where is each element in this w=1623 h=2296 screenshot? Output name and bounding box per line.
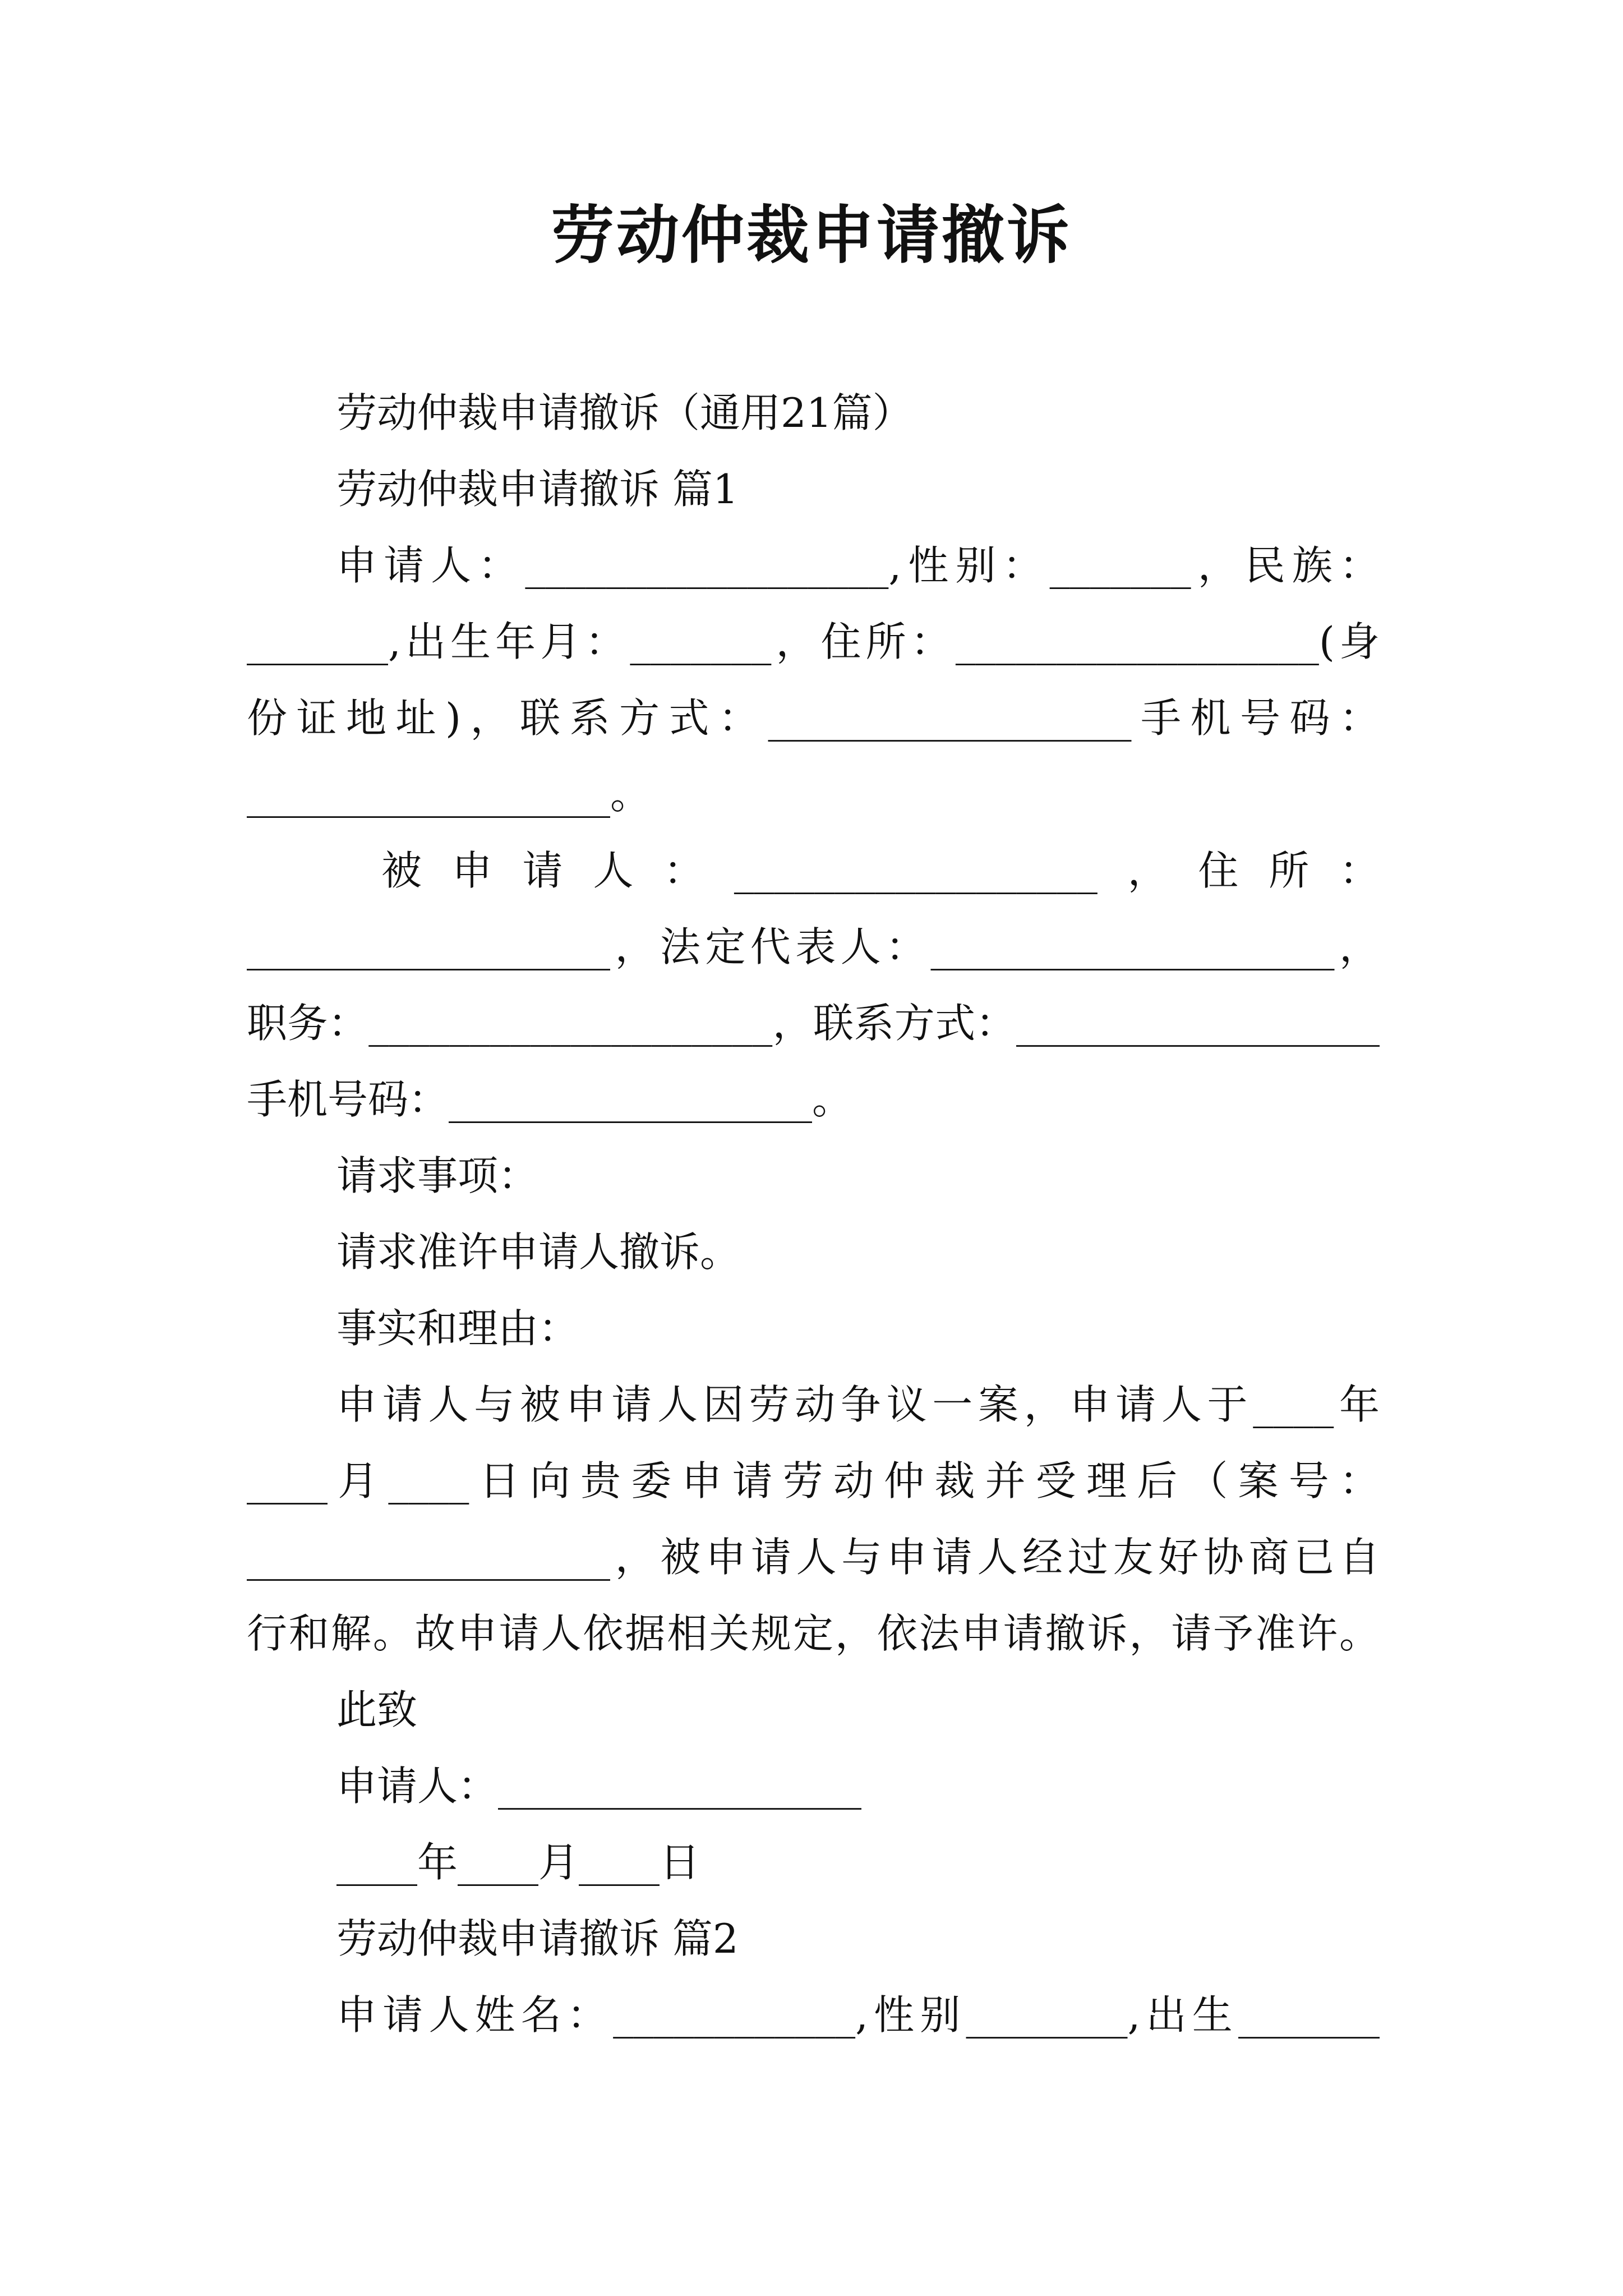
document-title: 劳动仲裁申请撤诉 — [551, 199, 1072, 272]
respondent-address-line: __________________，法定代表人：____________________， — [247, 923, 1380, 970]
salutation: 此致 — [336, 1686, 418, 1733]
facts-line-4: 行和解。故申请人依据相关规定，依法申请撤诉，请予准许。 — [247, 1610, 1380, 1657]
claims-text: 请求准许申请人撤诉。 — [336, 1228, 741, 1276]
respondent-line: 被申请人：__________________，住所： — [381, 847, 1380, 894]
facts-heading: 事实和理由： — [336, 1305, 579, 1352]
section-heading-1: 劳动仲裁申请撤诉 篇1 — [336, 466, 739, 513]
claims-heading: 请求事项： — [336, 1152, 539, 1199]
respondent-title-line: 职务：____________________，联系方式：__________________ — [247, 1000, 1380, 1047]
collection-heading: 劳动仲裁申请撤诉（通用21篇） — [336, 389, 913, 436]
respondent-phone-line: 手机号码：__________________。 — [247, 1076, 853, 1123]
facts-line-3: __________________，被申请人与申请人经过友好协商已自 — [247, 1534, 1380, 1581]
applicant-name-line: 申请人姓名：____________,性别________,出生_______ — [336, 1991, 1380, 2039]
facts-line-2: ____月____日向贵委申请劳动仲裁并受理后（案号： — [247, 1457, 1380, 1504]
applicant-contact-line: 份证地址)，联系方式：__________________手机号码： — [247, 694, 1380, 742]
section-heading-2: 劳动仲裁申请撤诉 篇2 — [336, 1915, 739, 1962]
applicant-phone-line: __________________。 — [247, 771, 651, 818]
facts-line-1: 申请人与被申请人因劳动争议一案，申请人于____年 — [336, 1381, 1380, 1428]
signature-applicant: 申请人：__________________ — [336, 1763, 862, 1810]
applicant-birth-address-line: _______,出生年月：_______，住所：__________________(身 — [247, 618, 1380, 665]
signature-date: ____年____月____日 — [336, 1839, 700, 1886]
applicant-line: 申请人：__________________,性别：_______，民族： — [336, 542, 1380, 589]
